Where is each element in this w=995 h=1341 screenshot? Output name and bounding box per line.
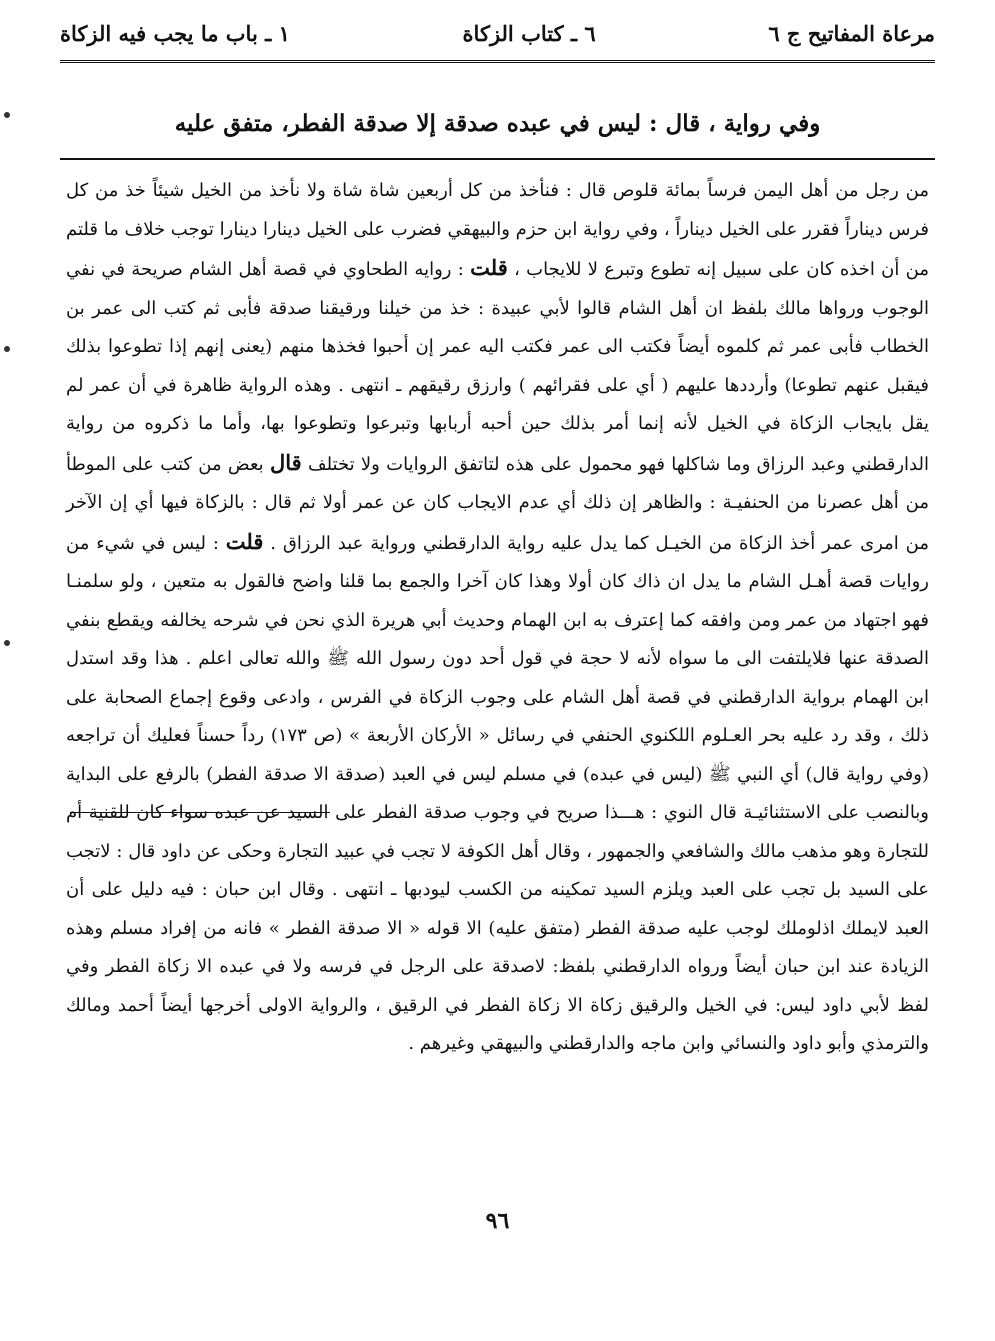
commentary-body [66, 172, 929, 1064]
keyword-qala: قال [269, 449, 302, 475]
commentary-text-1: من رجل من أهل اليمن فرساً بمائة قلوص قال : فنأخذ من كل أربعين شاة شاة ولا نأخذ من الخيل شيئاً خذ من كل فرس ديناراً فقرر على الخيل ديناراً ، وفي رواية ابن حزم والبيهقي فضرب على الخيل دينارا دينارا توجب خلاف ما قلتم من أن اخذه كان على سبيل إنه تطوع وتبرع لا للايجاب ، [66, 180, 929, 280]
header-book-volume: مرعاة المفاتيح ج ٦ [768, 20, 935, 46]
header-book-title: ٦ ـ كتاب الزكاة [462, 20, 596, 46]
keyword-qultu-1: قلت [470, 255, 508, 280]
header-chapter-title: ١ ـ باب ما يجب فيه الزكاة [60, 20, 290, 46]
hadith-text: وفي رواية ، قال : ليس في عبده صدقة إلا صدقة الفطر، متفق عليه [174, 110, 821, 137]
margin-mark [4, 112, 10, 118]
margin-mark [4, 346, 10, 352]
commentary-text-2: : روايه الطحاوي في قصة أهل الشام صريحة في نفي الوجوب ورواها مالك بلفظ ان أهل الشام قالوا لأبي عبيدة : خذ من خيلنا ورقيقنا صدقة فأبى ثم كتب الى عمر بن الخطاب فأبى عمر ثم كلموه أيضاً فكتب الى عمر فكتب اليه عمر إن أحبوا فخذها منهم (يعنى إنهم إذا تطوعوا بذلك فيقبل عنهم تطوعا) وأرددها عليهم ( أي على فقرائهم ) وارزق رقيقهم ـ انتهى . وهذه الرواية ظاهرة في أن عمر لم يقل بايجاب الزكاة في الخيل لأنه إنما أمر بذلك حين أحبه أربابها وتبرعوا وتطوعوا بها، وأما ما ذكروه من رواية الدارقطني وعبد الرزاق وما شاكلها فهو محمول على هذه لتاتفق الروايات ولا تختلف [66, 259, 929, 475]
margin-mark [4, 640, 10, 646]
running-header [60, 16, 935, 50]
commentary-text-4: : ليس في شيء من روايات قصة أهـل الشام ما يدل ان ذاك كان أولا وهذا كان آخرا والجمع بما قلنا واضح فالقول به متعين ، ولو سلمنـا فهو اجتهاد من عمر ومن وافقه كما إعترف به ابن الهمام وحديث أبي هريرة الذي نحن في شرحه يخالفه ويقطع بنفي الصدقة عنها فلايلتفت الى ما سواه لأنه لا حجة في قول أحد دون رسول الله ﷺ والله تعالى اعلم . هذا وقد استدل ابن الهمام برواية الدارقطني في قصة أهل الشام على وجوب الزكاة في الفرس ، وادعى وقوع إجماع الصحابة على ذلك ، وقد رد عليه بحر العـلوم اللكنوي الحنفي في رسائل « الأركان الأربعة » (ص ١٧٣) رداً حسناً فعليك أن تراجعه (وفي رواية قال) أي النبي ﷺ (ليس في عبده) في مسلم ليس في العبد (صدقة الا صدقة الفطر) بالرفع على البداية وبالنصب على الاستثنائيـة قال النوي : هـــذا صريح في وجوب صدقة الفطر على السيد عن عبده سواء كان للقنية أم للتجارة وهو مذهب مالك والشافعي والجمهور ، وقال أهل الكوفة لا تجب في عبيد التجارة وحكى عن داود قال : لاتجب على السيد بل تجب على العبد ويلزم السيد تمكينه من الكسب ليودبها ـ انتهى . وقال ابن حبان : فيه دليل على أن العبد لايملك اذلوملك لوجب عليه صدقة الفطر (متفق عليه) الا قوله « الا صدقة الفطر » فانه من إفراد مسلم وهذه الزيادة عند ابن حبان أيضاً ورواه الدارقطني بلفظ: لاصدقة على الرجل في فرسه ولا في عبده الا زكاة الفطر وفي لفظ لأبي داود ليس: في الخيل والرقيق زكاة الا زكاة الفطر في الرقيق ، والرواية الاولى أخرجها أيضاً أحمد ومالك والترمذي وأبو داود والنسائي وابن ماجه والدارقطني والبيهقي وغيرهم . [66, 532, 929, 1054]
header-rule [60, 60, 935, 63]
inline-rule [70, 812, 330, 813]
commentary-text-3: بعض من كتب على الموطأ من أهل عصرنا من الحنفيـة : والظاهر إن ذلك أي عدم الايجاب كان عن عمر أولا ثم قال : بالزكاة فيها أي إن الآخر من امرى عمر أخذ الزكاة من الخيـل كما يدل عليه رواية الدارقطني ورواية عبد الرزاق . [66, 453, 929, 554]
commentary-paragraph [66, 172, 929, 1064]
keyword-qultu-2: قلت [225, 528, 264, 554]
page-number: ٩٦ [485, 1208, 510, 1234]
hadith-rule [60, 158, 935, 160]
